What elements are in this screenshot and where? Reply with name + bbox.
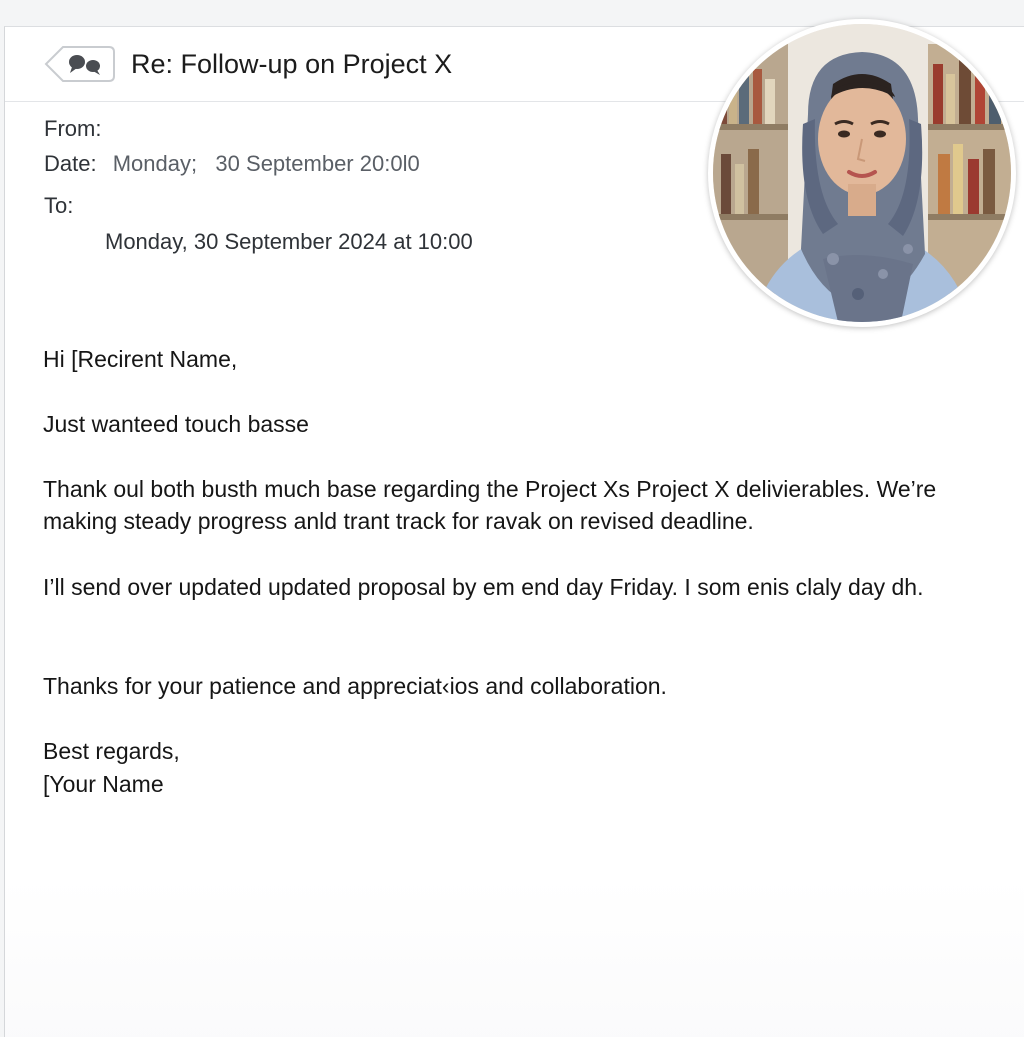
back-button[interactable] (43, 44, 117, 84)
email-subject: Re: Follow-up on Project X (131, 49, 453, 79)
email-paragraph-2: Thank oul both busth much base regarding the Project Xs Project X delivierables. We’re making steady progress anld trant track for ravak on revised deadline. (43, 476, 937, 534)
to-label: To: (44, 193, 74, 218)
date-label: Date: (44, 151, 97, 176)
email-signoff: Best regards, (43, 738, 180, 764)
bottom-fade (5, 877, 1024, 1037)
email-paragraph-4: Thanks for your patience and appreciat‹ios and collaboration. (43, 673, 667, 699)
avatar-portrait (713, 24, 1011, 322)
from-label: From: (44, 116, 102, 141)
sender-avatar (708, 19, 1016, 327)
email-paragraph-3: I’ll send over updated updated proposal by em end day Friday. I som enis claly day dh. (43, 574, 924, 600)
date-value: Monday; 30 September 20:0l0 (112, 151, 420, 176)
email-greeting: Hi [Recirent Name, (43, 346, 238, 372)
email-line-1: Just wanteed touch basse (43, 411, 309, 437)
date-row (44, 151, 420, 177)
email-window (4, 26, 1024, 1037)
email-signature: [Your Name (43, 771, 164, 797)
sent-timestamp: Monday, 30 September 2024 at 10:00 (105, 229, 473, 254)
chat-bubbles-back-icon (43, 44, 117, 84)
